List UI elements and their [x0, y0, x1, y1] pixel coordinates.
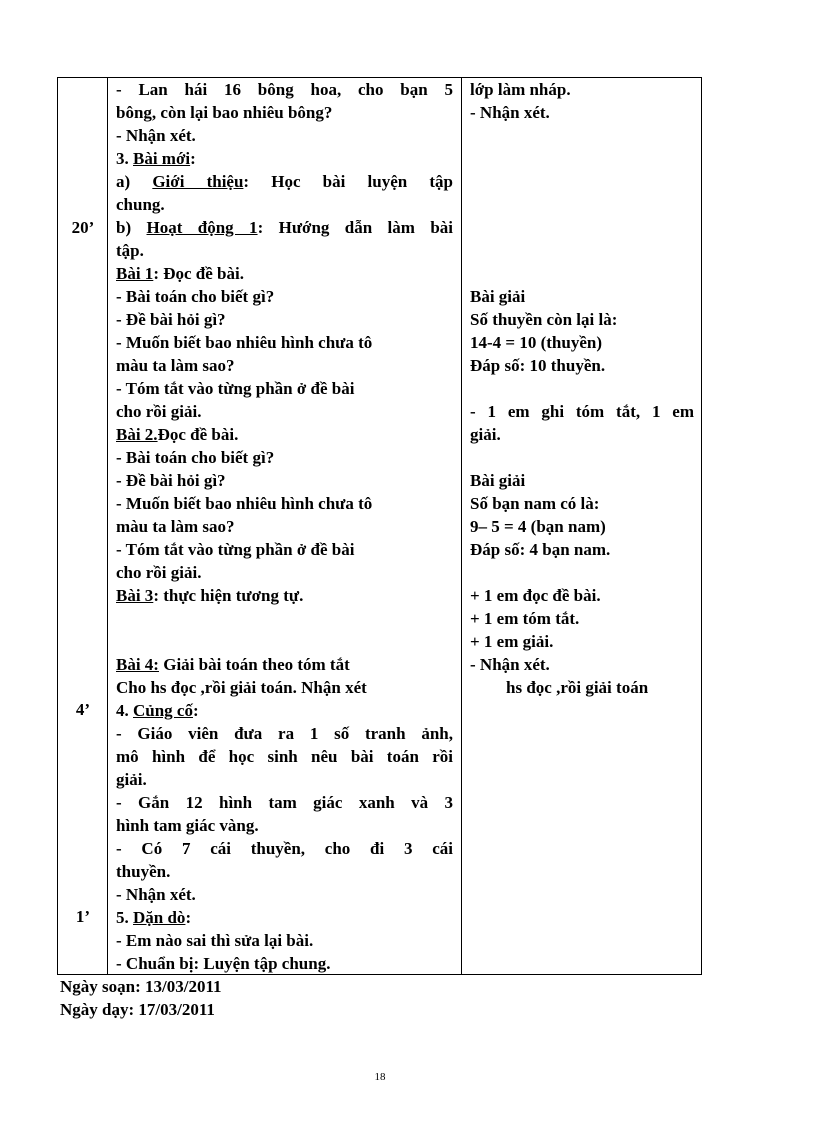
- student-line: + 1 em giải.: [470, 632, 554, 651]
- time-label: 4’: [75, 700, 91, 719]
- teacher-heading: 4. Củng cố:: [116, 701, 199, 720]
- teacher-line: tập.: [116, 241, 144, 260]
- prep-date: Ngày soạn: 13/03/2011: [60, 977, 222, 996]
- teacher-heading: 5. Dặn dò:: [116, 908, 192, 927]
- teacher-line: - Gắn 12 hình tam giác xanh và 3: [116, 793, 453, 812]
- student-line: - 1 em ghi tóm tắt, 1 em: [470, 402, 694, 421]
- exercise-heading: Bài 2.Đọc đề bài.: [116, 425, 239, 444]
- column-divider: [107, 78, 108, 974]
- teacher-heading: 3. Bài mới:: [116, 149, 196, 168]
- lesson-table: [57, 77, 702, 975]
- student-line: hs đọc ,rồi giải toán: [506, 678, 649, 697]
- time-label: 1’: [75, 907, 91, 926]
- teacher-line: - Em nào sai thì sửa lại bài.: [116, 931, 314, 950]
- teacher-line: - Tóm tắt vào từng phần ở đề bài: [116, 379, 355, 398]
- teacher-line: - Muốn biết bao nhiêu hình chưa tô: [116, 333, 373, 352]
- teacher-line: - Nhận xét.: [116, 126, 196, 145]
- teacher-line: - Tóm tắt vào từng phần ở đề bài: [116, 540, 355, 559]
- teacher-line: bông, còn lại bao nhiêu bông?: [116, 103, 333, 122]
- student-line: - Nhận xét.: [470, 655, 550, 674]
- student-line: + 1 em tóm tắt.: [470, 609, 580, 628]
- teacher-line: - Có 7 cái thuyền, cho đi 3 cái: [116, 839, 453, 858]
- teacher-line: thuyền.: [116, 862, 171, 881]
- exercise-heading: Bài 3: thực hiện tương tự.: [116, 586, 304, 605]
- exercise-heading: Bài 1: Đọc đề bài.: [116, 264, 244, 283]
- student-line: Bài giải: [470, 471, 526, 490]
- teacher-line: chung.: [116, 195, 165, 214]
- student-activities: [470, 78, 696, 974]
- teacher-line: hình tam giác vàng.: [116, 816, 259, 835]
- teacher-line: Cho hs đọc ,rồi giải toán. Nhận xét: [116, 678, 367, 697]
- teacher-line: - Giáo viên đưa ra 1 số tranh ảnh,: [116, 724, 453, 743]
- teacher-line: - Đề bài hỏi gì?: [116, 310, 226, 329]
- student-line: - Nhận xét.: [470, 103, 550, 122]
- teacher-line: - Bài toán cho biết gì?: [116, 287, 275, 306]
- exercise-heading: Bài 4: Giải bài toán theo tóm tắt: [116, 655, 350, 674]
- teacher-line: mô hình để học sinh nêu bài toán rồi: [116, 747, 453, 766]
- teacher-line: cho rồi giải.: [116, 402, 202, 421]
- column-divider: [461, 78, 462, 974]
- teacher-line: giải.: [116, 770, 147, 789]
- page-number: 18: [374, 1071, 386, 1083]
- student-line: 9– 5 = 4 (bạn nam): [470, 517, 606, 536]
- teach-date: Ngày dạy: 17/03/2011: [60, 1000, 215, 1019]
- student-line: giải.: [470, 425, 501, 444]
- teacher-line: a) Giới thiệu: Học bài luyện tập: [116, 172, 453, 191]
- student-line: Đáp số: 10 thuyền.: [470, 356, 606, 375]
- student-line: Bài giải: [470, 287, 526, 306]
- teacher-activities: [116, 78, 453, 974]
- student-line: lớp làm nháp.: [470, 80, 571, 99]
- time-label: 20’: [71, 218, 95, 237]
- teacher-line: màu ta làm sao?: [116, 517, 235, 536]
- teacher-line: cho rồi giải.: [116, 563, 202, 582]
- student-line: + 1 em đọc đề bài.: [470, 586, 601, 605]
- teacher-line: - Đề bài hỏi gì?: [116, 471, 226, 490]
- teacher-line: màu ta làm sao?: [116, 356, 235, 375]
- teacher-line: b) Hoạt động 1: Hướng dẫn làm bài: [116, 218, 453, 237]
- teacher-line: - Chuẩn bị: Luyện tập chung.: [116, 954, 331, 973]
- teacher-line: - Muốn biết bao nhiêu hình chưa tô: [116, 494, 373, 513]
- student-line: 14-4 = 10 (thuyền): [470, 333, 602, 352]
- student-line: Số bạn nam có là:: [470, 494, 600, 513]
- teacher-line: - Bài toán cho biết gì?: [116, 448, 275, 467]
- student-line: Đáp số: 4 bạn nam.: [470, 540, 611, 559]
- student-line: Số thuyền còn lại là:: [470, 310, 618, 329]
- teacher-line: - Lan hái 16 bông hoa, cho bạn 5: [116, 80, 453, 99]
- teacher-line: - Nhận xét.: [116, 885, 196, 904]
